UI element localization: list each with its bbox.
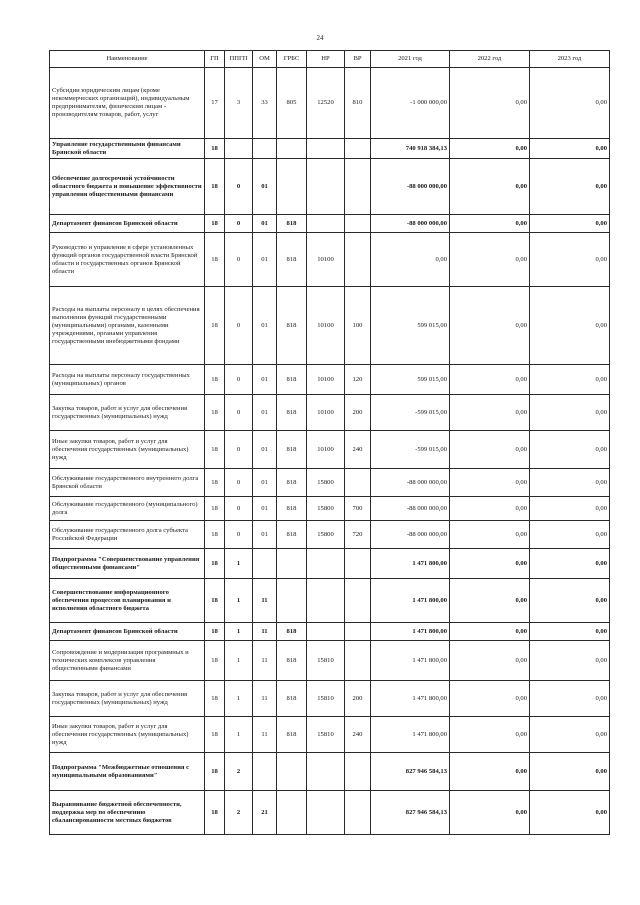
cell-amount-2023: 0,00	[530, 395, 610, 431]
cell-amount-2021: 827 946 584,13	[371, 791, 450, 835]
cell-nr	[307, 139, 345, 159]
cell-vr	[345, 469, 371, 497]
cell-amount-2023: 0,00	[530, 365, 610, 395]
cell-nr	[307, 791, 345, 835]
cell-ppgp: 0	[225, 233, 253, 287]
header-grbs: ГРБС	[277, 51, 307, 68]
cell-amount-2022: 0,00	[450, 641, 530, 681]
cell-vr: 720	[345, 521, 371, 549]
cell-amount-2022: 0,00	[450, 623, 530, 641]
cell-grbs: 818	[277, 681, 307, 717]
cell-gp: 18	[205, 579, 225, 623]
cell-nr: 10100	[307, 431, 345, 469]
cell-name: Иные закупки товаров, работ и услуг для обеспечения государственных (муниципальных) нужд	[50, 717, 205, 753]
header-name: Наименование	[50, 51, 205, 68]
cell-name: Управление государственными финансами Брянской области	[50, 139, 205, 159]
cell-amount-2023: 0,00	[530, 287, 610, 365]
table-row	[50, 395, 610, 431]
cell-vr	[345, 233, 371, 287]
cell-vr: 200	[345, 681, 371, 717]
header-2022: 2022 год	[450, 51, 530, 68]
cell-amount-2023: 0,00	[530, 469, 610, 497]
cell-amount-2022: 0,00	[450, 521, 530, 549]
cell-om	[253, 139, 277, 159]
table-row	[50, 233, 610, 287]
cell-vr	[345, 791, 371, 835]
cell-amount-2022: 0,00	[450, 68, 530, 139]
page-number: 24	[316, 34, 324, 42]
cell-gp: 18	[205, 753, 225, 791]
cell-ppgp: 0	[225, 521, 253, 549]
cell-grbs	[277, 139, 307, 159]
cell-om: 11	[253, 623, 277, 641]
cell-ppgp: 0	[225, 159, 253, 215]
cell-amount-2023: 0,00	[530, 497, 610, 521]
cell-amount-2022: 0,00	[450, 139, 530, 159]
cell-gp: 18	[205, 365, 225, 395]
cell-om: 11	[253, 717, 277, 753]
cell-vr	[345, 623, 371, 641]
cell-vr: 100	[345, 287, 371, 365]
cell-ppgp: 0	[225, 431, 253, 469]
cell-grbs: 818	[277, 431, 307, 469]
cell-om: 01	[253, 215, 277, 233]
cell-amount-2023: 0,00	[530, 791, 610, 835]
cell-amount-2022: 0,00	[450, 233, 530, 287]
cell-amount-2022: 0,00	[450, 549, 530, 579]
cell-amount-2021: -599 015,00	[371, 431, 450, 469]
cell-om: 01	[253, 233, 277, 287]
cell-amount-2021: 0,00	[371, 233, 450, 287]
cell-nr: 15810	[307, 641, 345, 681]
cell-ppgp	[225, 139, 253, 159]
cell-amount-2021: 827 946 584,13	[371, 753, 450, 791]
cell-grbs: 818	[277, 215, 307, 233]
cell-vr: 810	[345, 68, 371, 139]
budget-table	[49, 50, 610, 835]
cell-om: 21	[253, 791, 277, 835]
cell-vr: 240	[345, 717, 371, 753]
cell-om: 01	[253, 395, 277, 431]
table-row	[50, 641, 610, 681]
cell-nr: 15800	[307, 497, 345, 521]
cell-amount-2022: 0,00	[450, 579, 530, 623]
cell-grbs	[277, 579, 307, 623]
table-row	[50, 287, 610, 365]
cell-om: 01	[253, 497, 277, 521]
cell-vr	[345, 753, 371, 791]
cell-grbs	[277, 791, 307, 835]
cell-nr	[307, 623, 345, 641]
cell-amount-2023: 0,00	[530, 549, 610, 579]
cell-ppgp: 1	[225, 623, 253, 641]
cell-amount-2021: 740 918 384,13	[371, 139, 450, 159]
cell-amount-2021: -88 000 000,00	[371, 469, 450, 497]
header-ppgp: ППГП	[225, 51, 253, 68]
cell-om: 01	[253, 431, 277, 469]
cell-amount-2023: 0,00	[530, 215, 610, 233]
cell-grbs: 818	[277, 469, 307, 497]
cell-amount-2021: -88 000 000,00	[371, 215, 450, 233]
cell-name: Обслуживание государственного внутреннего долга Брянской области	[50, 469, 205, 497]
cell-gp: 18	[205, 623, 225, 641]
cell-name: Расходы на выплаты персоналу государственных (муниципальных) органов	[50, 365, 205, 395]
cell-vr	[345, 579, 371, 623]
cell-ppgp: 1	[225, 717, 253, 753]
cell-grbs: 818	[277, 233, 307, 287]
cell-amount-2023: 0,00	[530, 521, 610, 549]
cell-gp: 18	[205, 549, 225, 579]
cell-amount-2021: 1 471 800,00	[371, 579, 450, 623]
cell-grbs	[277, 753, 307, 791]
cell-amount-2021: 1 471 800,00	[371, 623, 450, 641]
cell-amount-2022: 0,00	[450, 753, 530, 791]
cell-vr	[345, 549, 371, 579]
cell-ppgp: 2	[225, 753, 253, 791]
cell-gp: 18	[205, 287, 225, 365]
cell-om	[253, 549, 277, 579]
cell-vr	[345, 641, 371, 681]
cell-amount-2023: 0,00	[530, 579, 610, 623]
cell-name: Совершенствование информационного обеспечения процессов планирования и исполнения областного бюджета	[50, 579, 205, 623]
cell-name: Департамент финансов Брянской области	[50, 215, 205, 233]
cell-amount-2023: 0,00	[530, 68, 610, 139]
cell-name: Расходы на выплаты персоналу в целях обеспечения выполнения функций государственными (муниципальными) органами, казенными учреждениями, органами управления государственными внебюджетными фондами	[50, 287, 205, 365]
cell-grbs: 818	[277, 365, 307, 395]
cell-grbs: 818	[277, 395, 307, 431]
cell-amount-2022: 0,00	[450, 395, 530, 431]
cell-ppgp: 0	[225, 469, 253, 497]
cell-gp: 18	[205, 641, 225, 681]
table-row	[50, 159, 610, 215]
cell-name: Обслуживание государственного долга субъекта Российской Федерации	[50, 521, 205, 549]
header-nr: НР	[307, 51, 345, 68]
cell-gp: 18	[205, 717, 225, 753]
cell-amount-2023: 0,00	[530, 431, 610, 469]
cell-om: 01	[253, 287, 277, 365]
cell-amount-2023: 0,00	[530, 753, 610, 791]
cell-vr: 120	[345, 365, 371, 395]
cell-gp: 18	[205, 497, 225, 521]
cell-grbs: 818	[277, 717, 307, 753]
cell-om: 01	[253, 159, 277, 215]
cell-gp: 18	[205, 521, 225, 549]
cell-amount-2023: 0,00	[530, 641, 610, 681]
cell-name: Подпрограмма "Совершенствование управления общественными финансами"	[50, 549, 205, 579]
cell-amount-2021: -1 000 000,00	[371, 68, 450, 139]
cell-amount-2021: -599 015,00	[371, 395, 450, 431]
cell-nr: 12520	[307, 68, 345, 139]
cell-om: 01	[253, 365, 277, 395]
cell-ppgp: 1	[225, 579, 253, 623]
cell-amount-2022: 0,00	[450, 215, 530, 233]
cell-name: Сопровождение и модернизация программных и технических комплексов управления общественными финансами	[50, 641, 205, 681]
cell-name: Закупка товаров, работ и услуг для обеспечения государственных (муниципальных) нужд	[50, 681, 205, 717]
cell-ppgp: 0	[225, 395, 253, 431]
cell-om: 11	[253, 579, 277, 623]
table-row	[50, 215, 610, 233]
cell-grbs: 818	[277, 641, 307, 681]
cell-amount-2022: 0,00	[450, 717, 530, 753]
header-vr: ВР	[345, 51, 371, 68]
cell-gp: 18	[205, 469, 225, 497]
cell-amount-2021: 1 471 800,00	[371, 641, 450, 681]
cell-amount-2021: 1 471 800,00	[371, 549, 450, 579]
cell-gp: 18	[205, 159, 225, 215]
cell-amount-2022: 0,00	[450, 469, 530, 497]
cell-ppgp: 0	[225, 215, 253, 233]
cell-om: 01	[253, 469, 277, 497]
cell-amount-2022: 0,00	[450, 365, 530, 395]
cell-amount-2022: 0,00	[450, 681, 530, 717]
cell-gp: 18	[205, 681, 225, 717]
cell-grbs: 818	[277, 497, 307, 521]
cell-nr	[307, 753, 345, 791]
cell-ppgp: 1	[225, 549, 253, 579]
cell-nr	[307, 159, 345, 215]
cell-gp: 18	[205, 431, 225, 469]
cell-amount-2022: 0,00	[450, 159, 530, 215]
header-om: ОМ	[253, 51, 277, 68]
cell-name: Обеспечение долгосрочной устойчивости областного бюджета и повышение эффективности управления общественными финансами	[50, 159, 205, 215]
cell-om	[253, 753, 277, 791]
cell-name: Иные закупки товаров, работ и услуг для обеспечения государственных (муниципальных) нужд	[50, 431, 205, 469]
cell-ppgp: 0	[225, 497, 253, 521]
cell-amount-2023: 0,00	[530, 233, 610, 287]
cell-amount-2022: 0,00	[450, 497, 530, 521]
cell-nr: 10100	[307, 233, 345, 287]
cell-nr	[307, 579, 345, 623]
cell-vr: 240	[345, 431, 371, 469]
cell-ppgp: 3	[225, 68, 253, 139]
cell-grbs	[277, 159, 307, 215]
header-gp: ГП	[205, 51, 225, 68]
cell-ppgp: 1	[225, 681, 253, 717]
cell-gp: 18	[205, 791, 225, 835]
cell-amount-2023: 0,00	[530, 159, 610, 215]
cell-amount-2021: -88 000 000,00	[371, 521, 450, 549]
table-row	[50, 431, 610, 469]
cell-gp: 18	[205, 215, 225, 233]
cell-amount-2021: 599 015,00	[371, 287, 450, 365]
cell-amount-2021: 1 471 800,00	[371, 717, 450, 753]
cell-ppgp: 2	[225, 791, 253, 835]
cell-amount-2023: 0,00	[530, 623, 610, 641]
cell-name: Закупка товаров, работ и услуг для обеспечения государственных (муниципальных) нужд	[50, 395, 205, 431]
cell-ppgp: 1	[225, 641, 253, 681]
header-row	[50, 51, 610, 68]
cell-amount-2022: 0,00	[450, 431, 530, 469]
cell-nr: 10100	[307, 395, 345, 431]
table-row	[50, 139, 610, 159]
cell-name: Субсидии юридическим лицам (кроме некоммерческих организаций), индивидуальным предпринимателям, физическим лицам - производителям товаров, работ, услуг	[50, 68, 205, 139]
cell-name: Руководство и управление в сфере установленных функций органов государственной власти Брянской области и государственных органов Брянской области	[50, 233, 205, 287]
cell-om: 11	[253, 681, 277, 717]
cell-vr: 200	[345, 395, 371, 431]
cell-grbs: 818	[277, 287, 307, 365]
table-row	[50, 68, 610, 139]
cell-amount-2022: 0,00	[450, 791, 530, 835]
cell-amount-2022: 0,00	[450, 287, 530, 365]
cell-ppgp: 0	[225, 287, 253, 365]
cell-vr	[345, 215, 371, 233]
cell-amount-2023: 0,00	[530, 717, 610, 753]
cell-vr	[345, 159, 371, 215]
cell-gp: 18	[205, 395, 225, 431]
cell-grbs: 805	[277, 68, 307, 139]
header-2023: 2023 год	[530, 51, 610, 68]
cell-grbs: 818	[277, 623, 307, 641]
cell-amount-2021: -88 000 000,00	[371, 497, 450, 521]
cell-grbs: 818	[277, 521, 307, 549]
cell-amount-2021: 599 015,00	[371, 365, 450, 395]
cell-name: Выравнивание бюджетной обеспеченности, поддержка мер по обеспечению сбалансированности местных бюджетов	[50, 791, 205, 835]
cell-nr: 15810	[307, 717, 345, 753]
table-row	[50, 717, 610, 753]
table-row	[50, 681, 610, 717]
cell-gp: 18	[205, 233, 225, 287]
cell-name: Подпрограмма "Межбюджетные отношения с муниципальными образованиями"	[50, 753, 205, 791]
table-row	[50, 549, 610, 579]
cell-nr: 15800	[307, 469, 345, 497]
table-row	[50, 579, 610, 623]
cell-grbs	[277, 549, 307, 579]
cell-nr: 10100	[307, 365, 345, 395]
cell-amount-2021: 1 471 800,00	[371, 681, 450, 717]
header-2021: 2021 год	[371, 51, 450, 68]
table-row	[50, 753, 610, 791]
cell-vr	[345, 139, 371, 159]
cell-nr	[307, 215, 345, 233]
cell-nr	[307, 549, 345, 579]
table-row	[50, 365, 610, 395]
cell-nr: 15800	[307, 521, 345, 549]
cell-gp: 17	[205, 68, 225, 139]
table-row	[50, 497, 610, 521]
cell-name: Департамент финансов Брянской области	[50, 623, 205, 641]
cell-vr: 700	[345, 497, 371, 521]
cell-ppgp: 0	[225, 365, 253, 395]
cell-om: 01	[253, 521, 277, 549]
cell-gp: 18	[205, 139, 225, 159]
cell-om: 33	[253, 68, 277, 139]
cell-nr: 15810	[307, 681, 345, 717]
table-row	[50, 623, 610, 641]
cell-om: 11	[253, 641, 277, 681]
cell-amount-2023: 0,00	[530, 681, 610, 717]
table-row	[50, 521, 610, 549]
table-row	[50, 469, 610, 497]
cell-amount-2021: -88 000 000,00	[371, 159, 450, 215]
cell-name: Обслуживание государственного (муниципального) долга	[50, 497, 205, 521]
table-row	[50, 791, 610, 835]
cell-amount-2023: 0,00	[530, 139, 610, 159]
cell-nr: 10100	[307, 287, 345, 365]
